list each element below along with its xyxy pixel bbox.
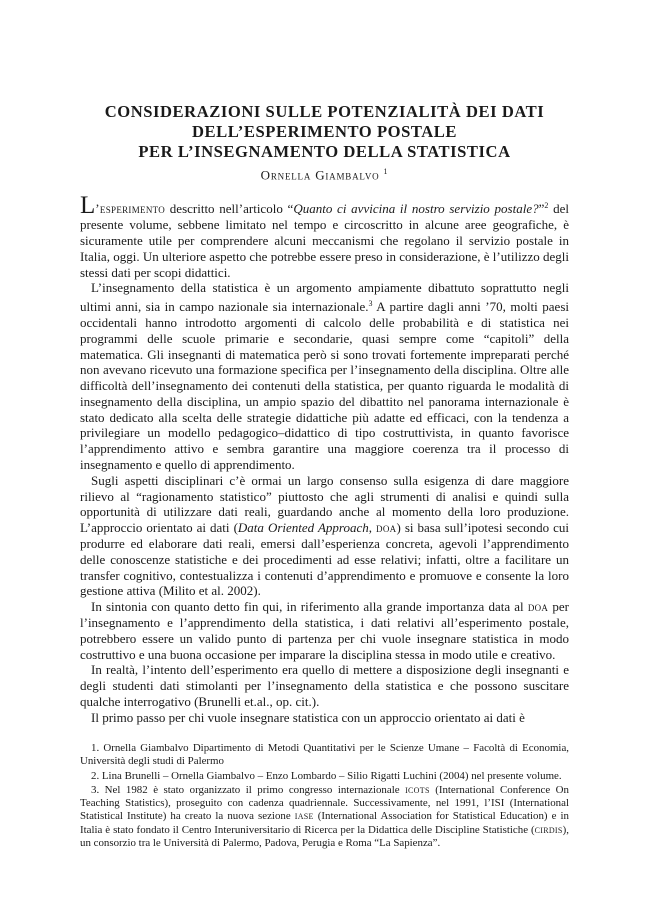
paragraph-6: Il primo passo per chi vuole insegnare statistica con un approccio orientato ai dati è: [91, 709, 525, 725]
p4-abbr-doa: doa: [527, 599, 549, 615]
p2-text-b: A partire dagli anni ’70, molti paesi occidentali hanno introdotto argomenti di calcolo delle probabilità e di statistica nei programmi delle scuole primarie e secondarie, quasi sempre come “capitoli” della matematica. Gli insegnanti di matematica però si sono trovati fortemente impreparati perché non avevano ricevuto una formazione specifica per l’insegnamento della disciplina. Oltre alle difficoltà dell’insegnamento dei contenuti della statistica, per quanto riguarda le modalità di insegnamento della disciplina, un ampio spazio del dibattito nel panorama internazionale è stato dedicato alla scelta delle strategie didattiche più adatte ed efficaci, con la tendenza a privilegiare un modello pedagogico–didattico di tipo costruttivista, in quanto favorisce l’apprendimento attivo e sembra garantire una maggiore coerenza tra il processo di insegnamento e quello di apprendimento.: [80, 299, 569, 473]
fn3-text-d: ), un consorzio tra le Università di Palermo, Padova, Perugia e Roma “La Sapienza”.: [80, 823, 569, 850]
paragraph-4: [80, 599, 569, 662]
fn3-text-a: 3. Nel 1982 è stato organizzato il primo congresso internazionale: [91, 783, 406, 796]
article-reference-title: Quanto ci avvicina il nostro servizio postale?: [293, 201, 539, 217]
note-mark-2: 2: [544, 201, 549, 211]
note-mark-3: 3: [368, 299, 373, 309]
paragraph-2: [80, 280, 569, 473]
p2-text-a: L’insegnamento della statistica è un argomento ampiamente dibattuto soprattutto negli ultimi anni, sia in campo nazionale sia internazionale.: [80, 280, 569, 315]
fn3-text-c: (International Association for Statistical Education) e in Italia è stato fondato il Centro Interuniversitario di Ricerca per la Didattica delle Discipline Statistiche (: [80, 810, 569, 836]
footnote-3: [80, 784, 569, 850]
p3-text-a: Sugli aspetti disciplinari c’è ormai un largo consenso sulla esigenza di dare maggiore rilievo al “ragionamento statistico” piuttosto che agli strumenti di analisi e quindi sulla opportunità di utilizzare dati reali, guardando anche al momento della loro produzione. L’approccio orientato ai dati (: [80, 472, 569, 536]
paragraph-1: [80, 192, 570, 280]
author-note-mark: 1: [383, 167, 389, 176]
p3-italic-term: Data Oriented Approach: [237, 520, 369, 536]
p3-text-c: ) si basa sull’ipotesi secondo cui produrre ed elaborare dati reali, emersi dall’esperienza concreta, agevoli l’apprendimento delle conoscenze statistiche e dei procedimenti ad esse relativi; infatti, oltre a facilitare un transfer cognitivo, contestualizza i contenuti d’apprendimento e promuove e consente la loro gestione attiva (Milito et al. 2002).: [80, 520, 570, 599]
body-text: [80, 192, 570, 725]
p1-text-b: ”: [538, 201, 545, 217]
title-line-2: DELL’ESPERIMENTO POSTALE: [191, 122, 458, 141]
footnotes: [80, 742, 569, 851]
fn3-abbr-icots: icots: [405, 783, 430, 796]
fn3-abbr-iase: iase: [294, 810, 314, 823]
page-main: [80, 102, 569, 726]
p4-text-b: per l’insegnamento e l’apprendimento della statistica, i dati relativi all’esperimento postale, potrebbero essere un valido punto di partenza per chi vuole insegnare statistica in modo costruttivo e una buona occasione per imparare la disciplina stessa in modo utile e creativo.: [80, 599, 569, 662]
paragraph-3: [80, 473, 569, 599]
author-name: Ornella Giambalvo: [260, 167, 380, 183]
title-line-3: PER L’INSEGNAMENTO DELLA STATISTICA: [138, 142, 511, 161]
p3-text-b: ,: [368, 520, 377, 536]
footnote-2: 2. Lina Brunelli – Ornella Giambalvo – Enzo Lombardo – Silio Rigatti Luchini (2004) nel presente volume.: [91, 769, 562, 782]
footnote-1: 1. Ornella Giambalvo Dipartimento di Metodi Quantitativi per le Scienze Umane – Facoltà di Economia, Università degli studi di Palermo: [80, 742, 569, 768]
lead-word: ’esperimento: [95, 201, 166, 217]
p4-text-a: In sintonia con quanto detto fin qui, in riferimento alla grande importanza data al: [91, 599, 528, 615]
fn3-abbr-cirdis: cirdis: [534, 823, 563, 836]
fn3-text-b: (International Conference On Teaching Statistics), proseguito con cadenza quadriennale. Successivamente, nel 1991, l’ISI (International Statistical Institute) ha creato la nuova sezione: [80, 783, 569, 823]
article-title: [80, 102, 569, 162]
author-line: [80, 167, 569, 183]
paragraph-5: In realtà, l’intento dell’esperimento era quello di mettere a disposizione degli insegnanti e degli studenti dati stimolanti per l’insegnamento della statistica e che possono suscitare qualche interrogativo (Brunelli et.al., op. cit.).: [80, 662, 569, 710]
p3-abbr-doa: doa: [376, 520, 397, 536]
drop-cap: L: [80, 192, 96, 220]
p1-text-c: del presente volume, sebbene limitato nel tempo e circoscritto in alcune aree geografiche, è sicuramente utile per comprendere alcuni meccanismi che regolano il servizio postale in Italia, oggi. Un ulteriore aspetto che potrebbe essere preso in considerazione, è l’utilizzo degli stessi dati per scopi didattici.: [80, 201, 570, 280]
title-line-1: CONSIDERAZIONI SULLE POTENZIALITÀ DEI DATI: [104, 102, 545, 121]
p1-text-a: descritto nell’articolo “: [165, 201, 294, 217]
